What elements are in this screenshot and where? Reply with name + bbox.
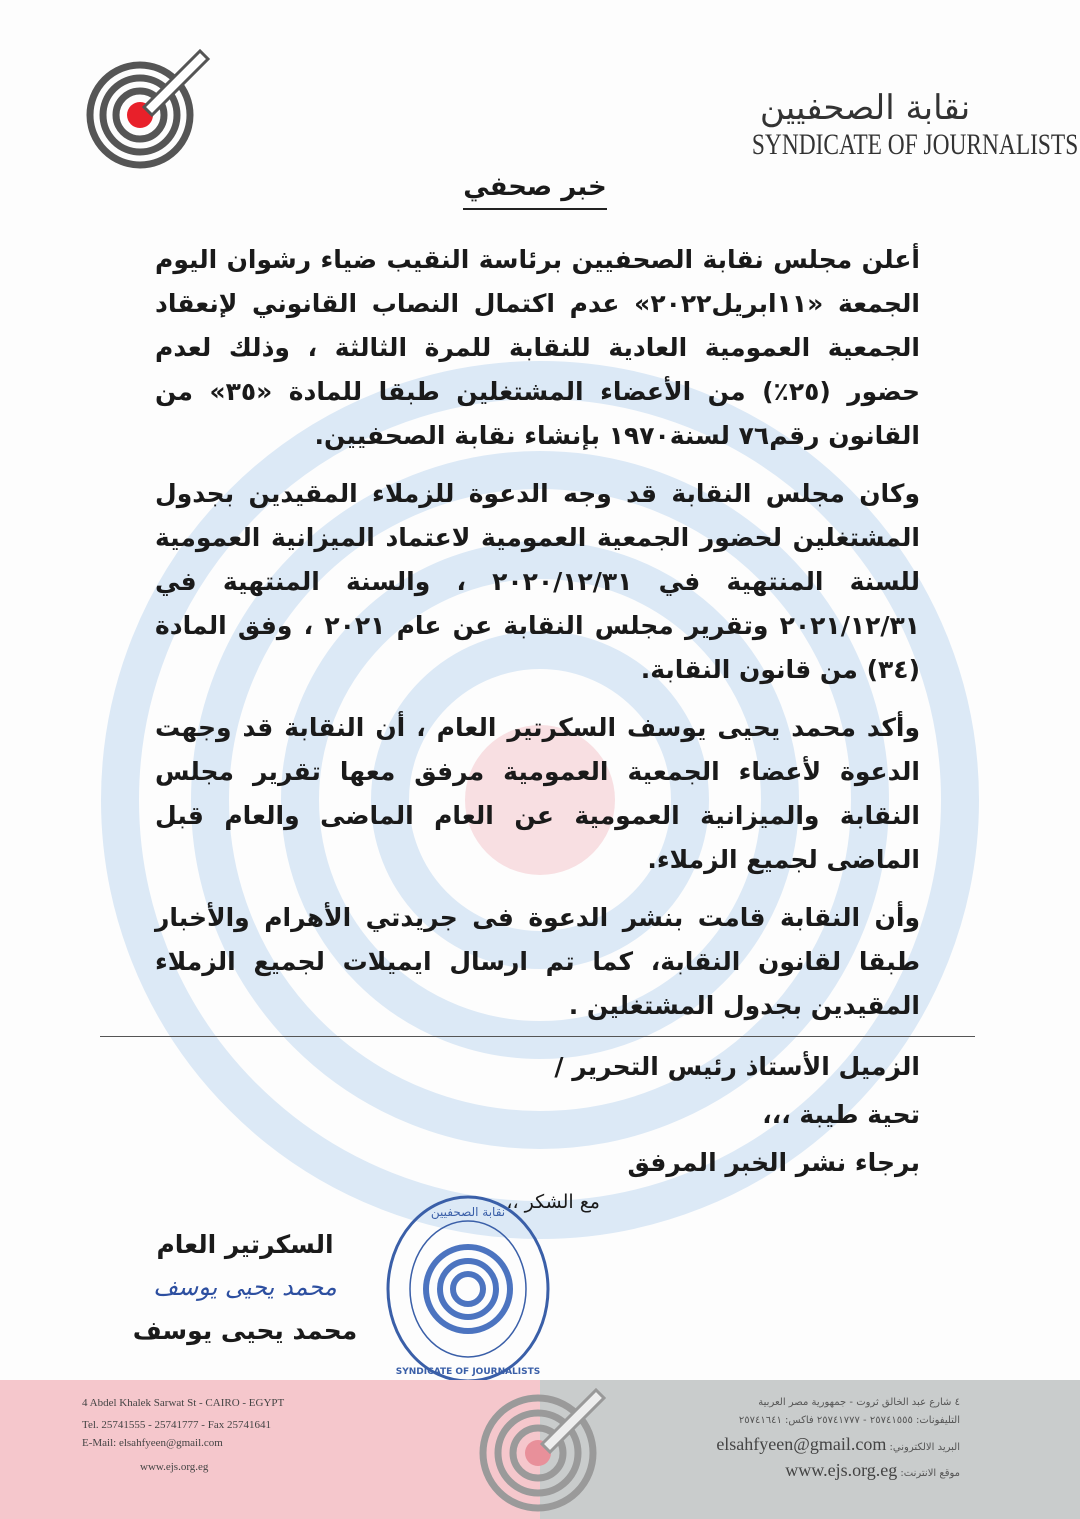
paragraph-1: أعلن مجلس نقابة الصحفيين برئاسة النقيب ضياء رشوان اليوم الجمعة «١١ابريل٢٠٢٢» عدم اكتمال النصاب القانوني لإنعقاد الجمعية العمومية العادية للنقابة للمرة الثالثة ، وذلك لعدم حضور (٢٥٪) من الأعضاء المشتغلين طبقا للمادة «٣٥» من القانون رقم٧٦ لسنة١٩٧٠ بإنشاء نقابة الصحفيين. xyxy=(155,245,920,450)
signatory-role: السكرتير العام xyxy=(156,1230,334,1259)
addressee: الزميل الأستاذ رئيس التحرير / xyxy=(554,1052,920,1081)
footer-ar-web: www.ejs.org.eg xyxy=(785,1460,898,1480)
thanks: مع الشكر ،، xyxy=(506,1191,600,1213)
stamp-arabic: نقابة الصحفيين xyxy=(430,1205,506,1219)
official-stamp xyxy=(383,1192,553,1387)
paragraph-2: وكان مجلس النقابة قد وجه الدعوة للزملاء المقيدين بجدول المشتغلين لحضور الجمعية العمومية لاعتماد الميزانية العمومية للسنة المنتهية في ٢٠٢٠/١٢/٣١ ، والسنة المنتهية في ٢٠٢١/١٢/٣١ وتقرير مجلس النقابة عن عام ٢٠٢١ ، وفق المادة (٣٤) من قانون النقابة. xyxy=(155,479,920,684)
footer-ar-web-row xyxy=(785,1459,960,1485)
footer-ar-address: ٤ شارع عبد الخالق ثروت - جمهورية مصر العربية xyxy=(758,1397,960,1408)
greeting: تحية طيبة ،،، xyxy=(762,1100,920,1129)
paragraph-3: وأكد محمد يحيى يوسف السكرتير العام ، أن النقابة قد وجهت الدعوة لأعضاء الجمعية العمومية مرفق معها تقرير مجلس النقابة والميزانية العمومية عن العام الماضى والعام قبل الماضى لجميع الزملاء. xyxy=(155,713,920,874)
brand-arabic: نقابة الصحفيين xyxy=(759,88,971,128)
stamp-english: SYNDICATE OF JOURNALISTS xyxy=(395,1367,541,1377)
request: برجاء نشر الخبر المرفق xyxy=(627,1148,920,1177)
handwritten-signature: محمد يحيى يوسف xyxy=(153,1273,337,1301)
footer-ar-email: elsahfyeen@gmail.com xyxy=(716,1434,887,1454)
brand-english: SYNDICATE OF JOURNALISTS xyxy=(751,128,1079,161)
email-label: البريد الالكتروني: xyxy=(889,1442,960,1453)
brand-header xyxy=(720,88,1079,162)
footer-ar-phone: التليفونات: ٢٥٧٤١٥٥٥ - ٢٥٧٤١٧٧٧ فاكس: ٢٥٧٤١٦٤١ xyxy=(738,1415,960,1426)
document-title xyxy=(430,170,640,204)
footer-logo xyxy=(470,1378,610,1518)
footer-ar-email-row xyxy=(716,1433,960,1459)
web-label: موقع الانترنت: xyxy=(900,1468,960,1479)
syndicate-logo xyxy=(82,45,212,170)
signatory-name: محمد يحيى يوسف xyxy=(132,1316,358,1345)
footer-phone: Tel. 25741555 - 25741777 - Fax 25741641 xyxy=(82,1419,271,1431)
footer-web: www.ejs.org.eg xyxy=(140,1461,209,1473)
divider xyxy=(100,1036,975,1037)
footer-address: 4 Abdel Khalek Sarwat St - CAIRO - EGYPT xyxy=(82,1397,285,1409)
paragraph-4: وأن النقابة قامت بنشر الدعوة فى جريدتي الأهرام والأخبار طبقا لقانون النقابة، كما تم ارسال ايميلات لجميع الزملاء المقيدين بجدول المشتغلين . xyxy=(155,903,920,1020)
title-text: خبر صحفي xyxy=(463,172,606,210)
footer-email: E-Mail: elsahfyeen@gmail.com xyxy=(82,1437,223,1449)
letter-body xyxy=(155,238,920,1217)
